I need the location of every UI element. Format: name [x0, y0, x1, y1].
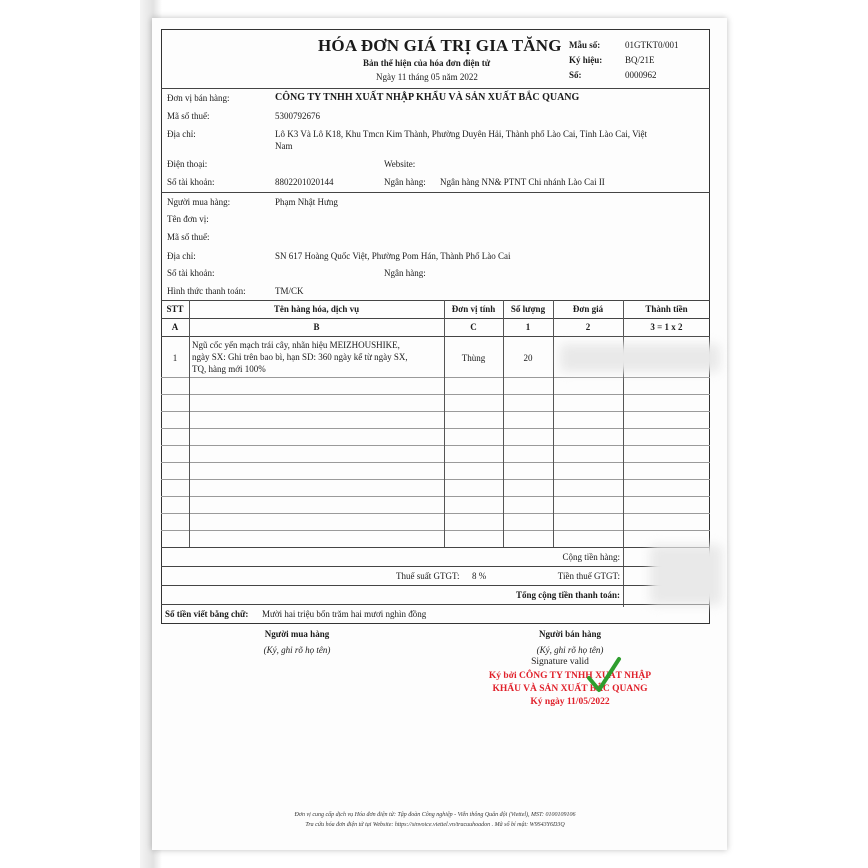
- buyer-name-label: Người mua hàng:: [167, 197, 231, 207]
- vat-rate-label: Thuế suất GTGT:: [396, 571, 460, 581]
- th-qty: Số lượng: [510, 304, 546, 314]
- buyer-bank-label: Ngân hàng:: [384, 268, 426, 278]
- table-row-line: [161, 428, 710, 429]
- vat-rate: 8 %: [472, 571, 487, 581]
- signed-by-line2: KHẨU VÀ SẢN XUẤT BẮC QUANG: [492, 684, 648, 694]
- meta-serial-label: Ký hiệu:: [569, 55, 603, 65]
- seller-tax-label: Mã số thuế:: [167, 111, 210, 121]
- item-stt: 1: [172, 353, 178, 363]
- seller-bank: Ngân hàng NN& PTNT Chi nhánh Lào Cai II: [440, 177, 605, 187]
- th-unit: Đơn vị tính: [451, 304, 496, 314]
- buyer-sign-title: Người mua hàng: [264, 629, 330, 639]
- payment-method-label: Hình thức thanh toán:: [167, 286, 246, 296]
- invoice-date: Ngày 11 tháng 05 năm 2022: [376, 72, 478, 82]
- table-code-border: [161, 336, 710, 337]
- signature-valid: Signature valid: [531, 657, 589, 667]
- seller-sign-hint: (Ký, ghi rõ họ tên): [536, 645, 604, 655]
- signature-check-icon: [586, 656, 622, 696]
- subtotal-label: Cộng tiền hàng:: [562, 552, 620, 562]
- buyer-address: SN 617 Hoàng Quốc Việt, Phường Pom Hán, Thành Phố Lào Cai: [275, 251, 511, 261]
- table-row-line: [161, 445, 710, 446]
- redacted-price: [560, 344, 720, 372]
- signed-by-line1: Ký bởi CÔNG TY TNHH XUẤT NHẬP: [488, 671, 652, 681]
- code-3: 3 = 1 x 2: [650, 322, 683, 332]
- col-divider: [503, 300, 504, 547]
- item-desc-line: TQ, hàng mới 100%: [192, 364, 266, 374]
- buyer-account-label: Số tài khoản:: [167, 268, 215, 278]
- item-unit: Thùng: [461, 353, 486, 363]
- redacted-totals: [650, 545, 722, 605]
- seller-website-label: Website:: [384, 159, 416, 169]
- table-row-line: [161, 394, 710, 395]
- table-row-line: [161, 377, 710, 378]
- code-2: 2: [585, 322, 591, 332]
- vat-label: Tiền thuế GTGT:: [557, 571, 620, 581]
- seller-address-label: Địa chỉ:: [167, 129, 196, 139]
- footer-lookup: Tra cứu hóa đơn điện tử tại Website: https://sinvoice.viettel.vn/tracuuhoadon . Mã số bí mật: W9S43Y6D3Q: [305, 822, 565, 828]
- table-row-line: [161, 530, 710, 531]
- payment-method: TM/CK: [275, 286, 304, 296]
- item-desc-line: ngày SX: Ghi trên bao bì, hạn SD: 360 ngày kể từ ngày SX,: [192, 352, 408, 362]
- footer-provider: Đơn vị cung cấp dịch vụ Hóa đơn điện tử: Tập đoàn Công nghiệp - Viễn thông Quân đội (Viettel), MST: 0100109106: [294, 812, 576, 818]
- col-divider: [189, 300, 190, 547]
- divider: [161, 604, 710, 605]
- amount-words: Mười hai triệu bốn trăm hai mươi nghìn đồng: [262, 609, 427, 619]
- invoice-title: HÓA ĐƠN GIÁ TRỊ GIA TĂNG: [318, 36, 562, 55]
- buyer-sign-hint: (Ký, ghi rõ họ tên): [263, 645, 331, 655]
- meta-form-value: 01GTKT0/001: [625, 40, 679, 50]
- col-divider: [444, 300, 445, 547]
- meta-number-value: 0000962: [625, 70, 657, 80]
- th-stt: STT: [166, 304, 184, 314]
- table-header-border: [161, 318, 710, 319]
- table-bottom-border: [161, 547, 710, 548]
- divider: [161, 192, 710, 193]
- buyer-name: Phạm Nhật Hưng: [275, 197, 338, 207]
- table-row-line: [161, 513, 710, 514]
- invoice-subtitle: Bản thể hiện của hóa đơn điện tử: [363, 58, 491, 68]
- table-top-border: [161, 300, 710, 301]
- amount-words-label: Số tiền viết bằng chữ:: [165, 609, 249, 619]
- buyer-tax-label: Mã số thuế:: [167, 232, 210, 242]
- seller-name-label: Đơn vị bán hàng:: [167, 93, 230, 103]
- code-c: C: [470, 322, 477, 332]
- th-name: Tên hàng hóa, dịch vụ: [273, 304, 360, 314]
- divider: [161, 585, 710, 586]
- code-1: 1: [525, 322, 531, 332]
- meta-form-label: Mẫu số:: [569, 40, 601, 50]
- seller-address-line2: Nam: [275, 141, 293, 151]
- meta-number-label: Số:: [569, 70, 582, 80]
- item-desc-line: Ngũ cốc yến mạch trái cây, nhãn hiệu MEIZHOUSHIKE,: [192, 340, 400, 350]
- buyer-unit-label: Tên đơn vị:: [167, 214, 209, 224]
- th-amount: Thành tiền: [645, 304, 688, 314]
- table-row-line: [161, 462, 710, 463]
- seller-sign-title: Người bán hàng: [539, 629, 601, 639]
- seller-address-line1: Lô K3 Và Lô K18, Khu Tmcn Kim Thành, Phường Duyên Hải, Thành phố Lào Cai, Tỉnh Lào Cai, Việt: [275, 129, 648, 139]
- seller-name: CÔNG TY TNHH XUẤT NHẬP KHẨU VÀ SẢN XUẤT BẮC QUANG: [275, 92, 580, 103]
- seller-bank-label: Ngân hàng:: [384, 177, 426, 187]
- buyer-address-label: Địa chỉ:: [167, 251, 196, 261]
- seller-account-label: Số tài khoản:: [167, 177, 215, 187]
- th-price: Đơn giá: [572, 304, 604, 314]
- grand-total-label: Tổng cộng tiền thanh toán:: [515, 590, 620, 600]
- seller-tax: 5300792676: [275, 111, 320, 121]
- code-a: A: [171, 322, 179, 332]
- signed-date: Ký ngày 11/05/2022: [530, 697, 610, 707]
- meta-serial-value: BQ/21E: [625, 55, 655, 65]
- table-row-line: [161, 496, 710, 497]
- code-b: B: [313, 322, 320, 332]
- divider: [161, 88, 710, 89]
- col-divider: [553, 300, 554, 547]
- divider: [161, 566, 710, 567]
- table-row-line: [161, 411, 710, 412]
- item-qty: 20: [523, 353, 533, 363]
- table-row-line: [161, 479, 710, 480]
- seller-phone-label: Điện thoại:: [167, 159, 208, 169]
- seller-account: 8802201020144: [275, 177, 334, 187]
